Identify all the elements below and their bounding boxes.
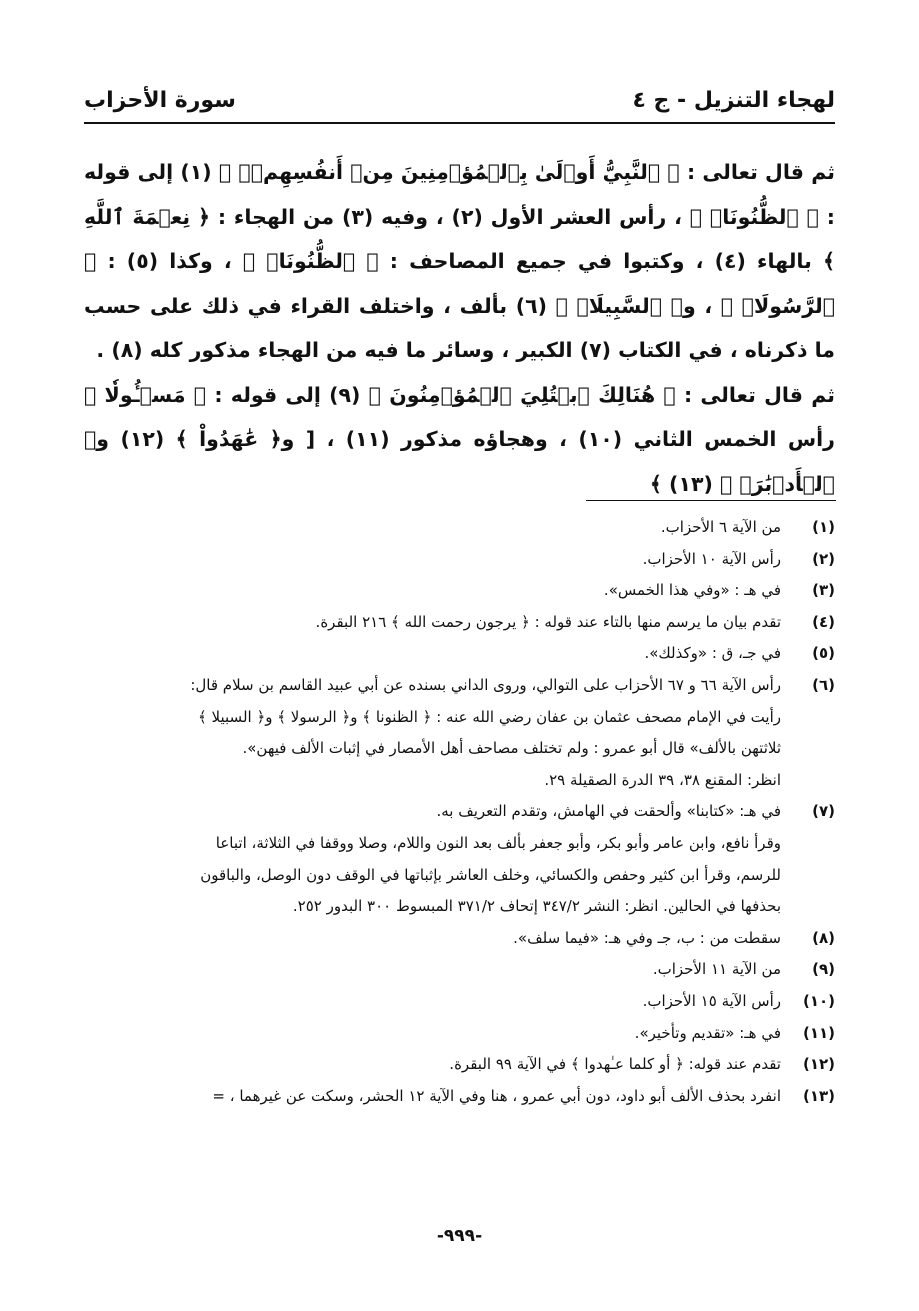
footnote-number: (٣) xyxy=(812,581,835,600)
footnote xyxy=(60,796,835,922)
footnote-line: في هـ: «كتابنا» وألحقت في الهامش، وتقدم التعريف به. xyxy=(436,802,781,821)
footnote-line: وقرأ نافع، وابن عامر وأبو بكر، وأبو جعفر بألف بعد النون واللام، وصلا ووقفا في الثلاثة، اتباعا xyxy=(215,833,781,852)
header-book-title: لهجاء التنزيل - ج ٤ xyxy=(632,88,835,113)
footnote xyxy=(60,512,835,544)
header-surah-title: سورة الأحزاب xyxy=(84,88,236,113)
footnote xyxy=(60,638,835,670)
footnote xyxy=(60,1049,835,1081)
footnote-line: ثلاثتهن بالألف» قال أبو عمرو : ولم تختلف مصاحف أهل الأمصار في إثبات الألف فيهن». xyxy=(242,739,781,758)
running-header xyxy=(84,88,835,124)
footnote-number: (١١) xyxy=(802,1023,835,1042)
footnote-line: رأس الآية ١٠ الأحزاب. xyxy=(642,549,781,568)
footnote-number: (١٣) xyxy=(802,1086,835,1105)
footnote-line: رأس الآية ٦٦ و ٦٧ الأحزاب على التوالي، وروى الداني بسنده عن أبي عبيد القاسم بن سلام قال: xyxy=(190,675,781,694)
footnote xyxy=(60,670,835,796)
main-text xyxy=(84,150,835,506)
footnote xyxy=(60,575,835,607)
footnote xyxy=(60,923,835,955)
footnote-line: في هـ : «وفي هذا الخمس». xyxy=(603,581,781,600)
footnote-line: في هـ: «تقديم وتأخير». xyxy=(634,1023,781,1042)
footnote xyxy=(60,954,835,986)
footnote-number: (٩) xyxy=(812,960,835,979)
footnote xyxy=(60,544,835,576)
footnote-number: (٤) xyxy=(812,612,835,631)
footnote-line: تقدم بيان ما يرسم منها بالتاء عند قوله : ﴿ يرجون رحمت الله ﴾ ٢١٦ البقرة. xyxy=(315,612,781,631)
footnote-line: تقدم عند قوله: ﴿ أو كلما عـٰهدوا ﴾ في الآية ٩٩ البقرة. xyxy=(449,1055,781,1074)
footnote-number: (٢) xyxy=(812,549,835,568)
footnotes xyxy=(60,512,835,1112)
footnote-line: للرسم، وقرأ ابن كثير وحفص والكسائي، وخلف العاشر بإثباتها في الوقف دون الوصل، والباقون xyxy=(200,865,781,884)
footnote-line: رأس الآية ١٥ الأحزاب. xyxy=(642,991,781,1010)
footnote-line: بحذفها في الحالين. انظر: النشر ٣٤٧/٢ إتحاف ٣٧١/٢ المبسوط ٣٠٠ البدور ٢٥٢. xyxy=(292,897,781,916)
footnote-number: (٦) xyxy=(812,675,835,694)
footnote xyxy=(60,986,835,1018)
footnote-number: (١) xyxy=(812,518,835,536)
footnote xyxy=(60,1081,835,1113)
page-number: -٩٩٩- xyxy=(436,1226,483,1246)
footnote-line: سقطت من : ب، جـ وفي هـ: «فيما سلف». xyxy=(513,928,781,947)
footnote-line: رأيت في الإمام مصحف عثمان بن عفان رضي الله عنه : ﴿ الظنونا ﴾ و﴿ الرسولا ﴾ و﴿ السبيلا ﴾ xyxy=(198,707,781,726)
footnote-line: انظر: المقنع ٣٨، ٣٩ الدرة الصقيلة ٢٩. xyxy=(544,770,781,789)
footnote-line: في جـ، ق : «وكذلك». xyxy=(644,644,781,663)
footnote-number: (٨) xyxy=(812,928,835,947)
footnote xyxy=(60,607,835,639)
footnote-number: (٧) xyxy=(812,802,835,821)
body-paragraph: ثم قال تعالى : ﴿ ٱلنَّبِيُّ أَوۡلَىٰ بِٱلۡمُؤۡمِنِينَ مِنۡ أَنفُسِهِمۡۖ ﴾ (١) إلى قوله : ﴿ ٱلظُّنُونَا۠ ﴾ ، رأس العشر الأول (٢) ، وفيه (٣) من الهجاء : ﴿ نِعۡمَةَ ٱللَّهِ ﴾ بالهاء (٤) ، وكتبوا في جميع المصاحف : ﴿ ٱلظُّنُونَا۠ ﴾ ، وكذا (٥) : ﴿ ٱلرَّسُولَا۠ ﴾ ، و﴿ ٱلسَّبِيلَا۠ ﴾ (٦) بألف ، واختلف القراء في ذلك على حسب ما ذكرناه ، في الكتاب (٧) الكبير ، وسائر ما فيه من الهجاء مذكور كله (٨) . xyxy=(84,160,836,362)
footnote-line: من الآية ٦ الأحزاب. xyxy=(660,518,781,536)
footnote-number: (١٢) xyxy=(802,1055,835,1074)
footnote-separator xyxy=(586,500,836,501)
body-paragraph: ثم قال تعالى : ﴿ هُنَالِكَ ٱبۡتُلِيَ ٱلۡمُؤۡمِنُونَ ﴾ (٩) إلى قوله : ﴿ مَسۡـُٔولٗا ﴾ رأس الخمس الثاني (١٠) ، وهجاؤه مذكور (١١) ، [ و﴿ عَٰهَدُواْ ﴾ (١٢) و﴿ ٱلۡأَدۡبَٰرَۚ ﴾ (١٣) ﴾ xyxy=(84,382,836,496)
footnote-line: من الآية ١١ الأحزاب. xyxy=(652,960,781,979)
footnote-number: (٥) xyxy=(812,644,835,663)
footnote-line: انفرد بحذف الألف أبو داود، دون أبي عمرو ، هنا وفي الآية ١٢ الحشر، وسكت عن غيرهما ، = xyxy=(212,1086,781,1105)
footnote-number: (١٠) xyxy=(802,991,835,1010)
footnote xyxy=(60,1018,835,1050)
